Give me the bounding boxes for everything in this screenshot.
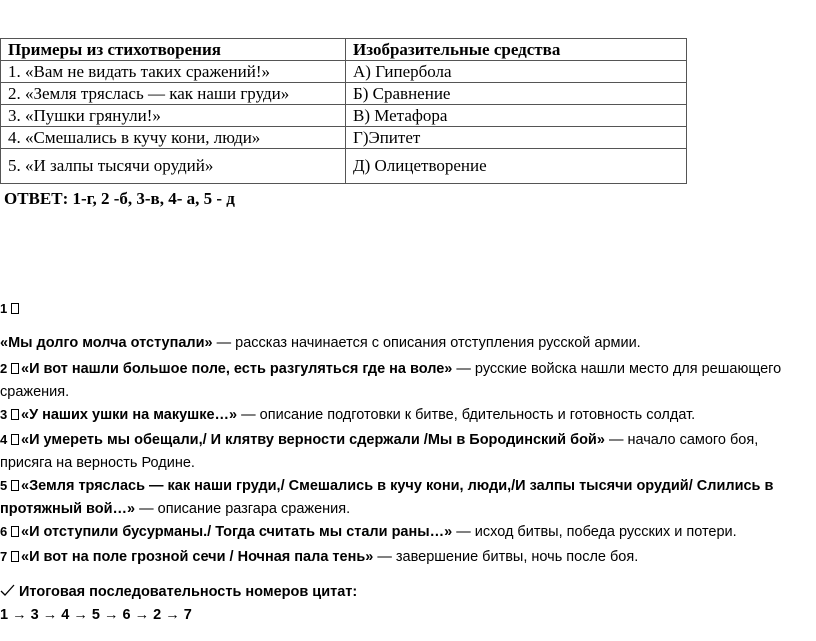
example-cell: 5. «И залпы тысячи орудий» — [1, 149, 346, 184]
header-cell-examples: Примеры из стихотворения — [1, 39, 346, 61]
device-cell: А) Гипербола — [346, 61, 687, 83]
device-cell: Б) Сравнение — [346, 83, 687, 105]
item-description: — рассказ начинается с описания отступления русской армии. — [212, 335, 641, 351]
list-item — [0, 545, 812, 569]
item-number: 4 — [0, 432, 8, 447]
missing-glyph-icon — [11, 363, 19, 374]
item-description: — русские войска нашли место для решающего сражения. — [0, 361, 782, 400]
list-item — [0, 474, 812, 521]
list-item-text — [0, 332, 812, 355]
example-cell: 2. «Земля тряслась — как наши груди» — [1, 83, 346, 105]
checkmark-icon — [0, 584, 15, 597]
table-row — [1, 83, 687, 105]
missing-glyph-icon — [11, 434, 19, 445]
item-quote: «И вот на поле грозной сечи / Ночная пала тень» — [21, 549, 374, 565]
item-quote: «И отступили бусурманы./ Тогда считать мы стали раны…» — [21, 524, 453, 540]
summary-sequence: 1 → 3 → 4 → 5 → 6 → 2 → 7 — [0, 607, 192, 623]
example-cell: 4. «Смешались в кучу кони, люди» — [1, 127, 346, 149]
header-cell-devices: Изобразительные средства — [346, 39, 687, 61]
device-cell: В) Метафора — [346, 105, 687, 127]
item-description: — описание подготовки к битве, бдительность и готовность солдат. — [237, 407, 696, 423]
table-row — [1, 61, 687, 83]
item-number: 7 — [0, 549, 8, 564]
missing-glyph-icon — [11, 409, 19, 420]
item-quote: «И вот нашли большое поле, есть разгуляться где на воле» — [21, 361, 453, 377]
item-number: 6 — [0, 524, 8, 539]
device-cell: Д) Олицетворение — [346, 149, 687, 184]
item-description: — завершение битвы, ночь после боя. — [373, 549, 639, 565]
item-description: — исход битвы, победа русских и потери. — [452, 524, 737, 540]
list-item — [0, 520, 812, 544]
item-description: — описание разгара сражения. — [135, 501, 351, 517]
list-item — [0, 428, 812, 475]
item-number: 5 — [0, 478, 8, 493]
item-quote: «Мы долго молча отступали» — [0, 335, 213, 351]
table-row — [1, 149, 687, 184]
summary-title: Итоговая последовательность номеров цитат: — [19, 584, 358, 600]
item-quote: «У наших ушки на макушке…» — [21, 407, 238, 423]
item-number: 2 — [0, 361, 8, 376]
quiz-table — [0, 38, 687, 184]
example-cell: 1. «Вам не видать таких сражений!» — [1, 61, 346, 83]
missing-glyph-icon — [11, 551, 19, 562]
list-item — [0, 297, 812, 321]
item-number: 3 — [0, 407, 8, 422]
missing-glyph-icon — [11, 303, 19, 314]
table-header-row — [1, 39, 687, 61]
item-description: — начало самого боя, присяга на верность Родине. — [0, 432, 759, 471]
item-quote: «И умереть мы обещали,/ И клятву верности сдержали /Мы в Бородинский бой» — [21, 432, 605, 448]
list-item — [0, 403, 812, 427]
table-row — [1, 127, 687, 149]
missing-glyph-icon — [11, 480, 19, 491]
device-cell: Г)Эпитет — [346, 127, 687, 149]
item-number: 1 — [0, 301, 8, 316]
answer-line: ОТВЕТ: 1-г, 2 -б, 3-в, 4- а, 5 - д — [4, 189, 235, 208]
example-cell: 3. «Пушки грянули!» — [1, 105, 346, 127]
table-row — [1, 105, 687, 127]
item-quote: «Земля тряслась — как наши груди,/ Смешались в кучу кони, люди,/И залпы тысячи орудий/ Слились в протяжный вой…» — [0, 478, 774, 517]
summary-title-line — [0, 584, 357, 600]
list-item — [0, 357, 812, 404]
missing-glyph-icon — [11, 526, 19, 537]
